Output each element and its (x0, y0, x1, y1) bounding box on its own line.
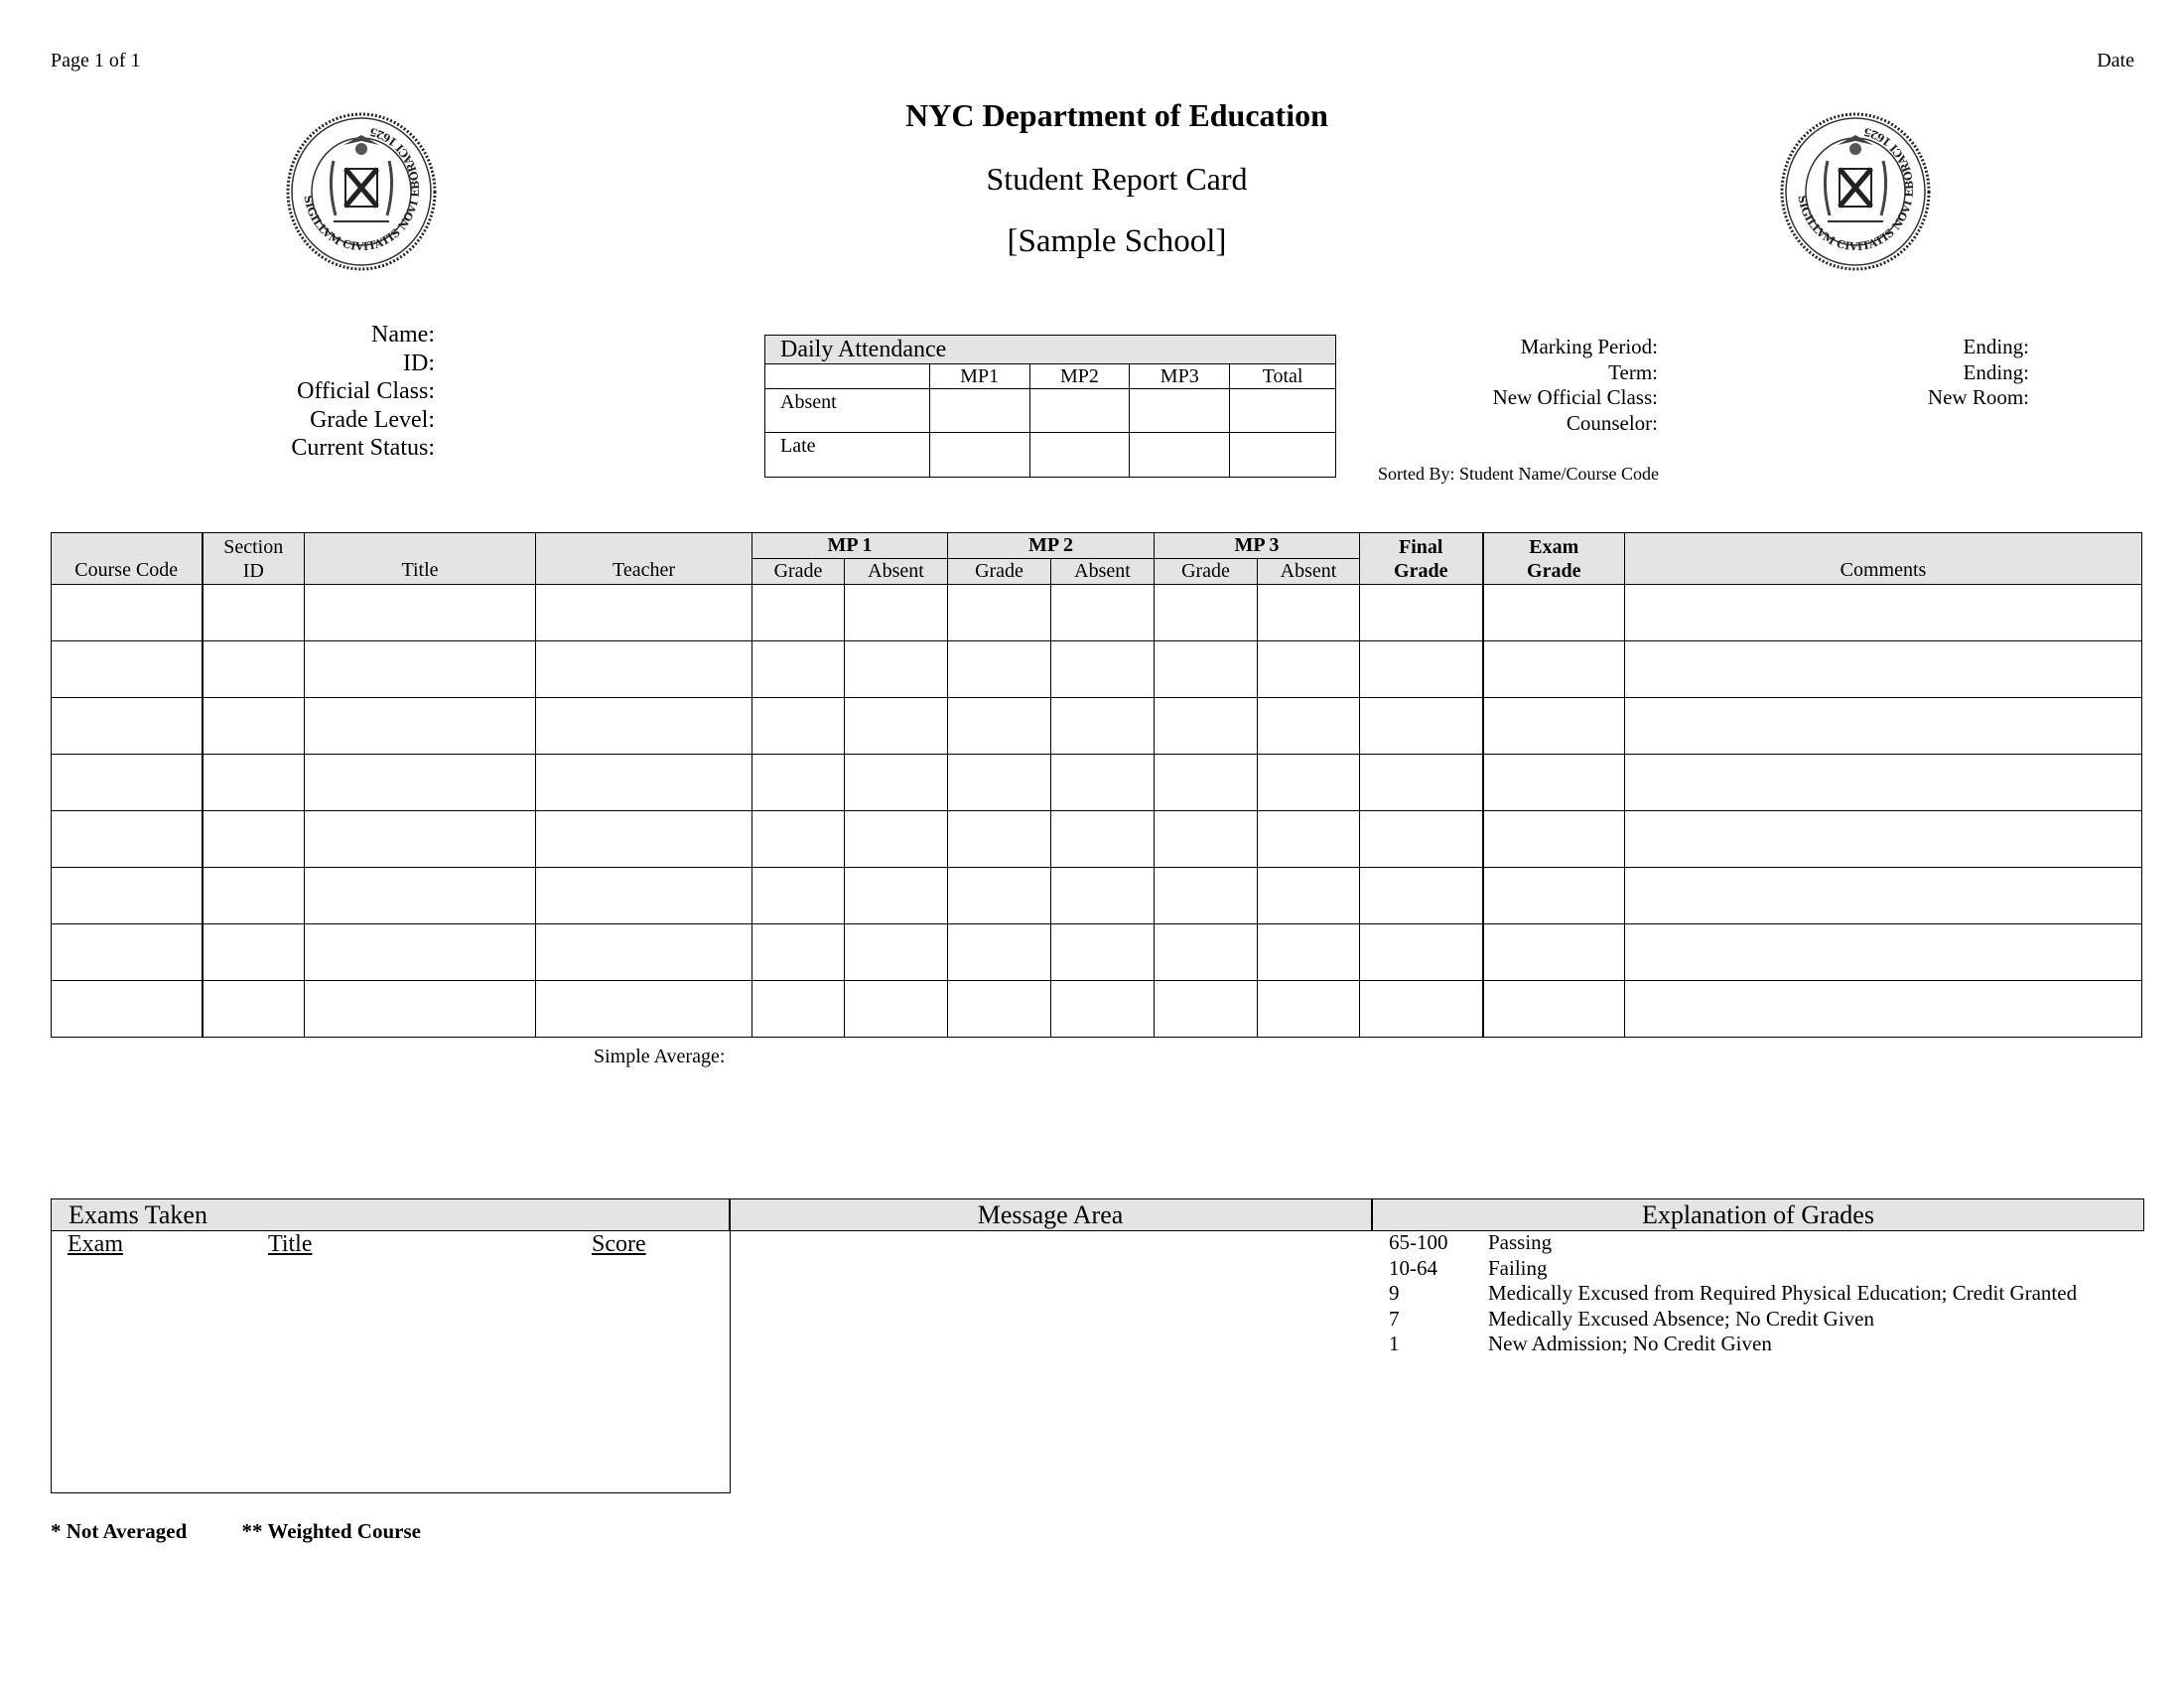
grade-cell (948, 585, 1051, 641)
grade-cell (1258, 924, 1360, 981)
ending-label: Ending: (1963, 335, 2029, 358)
grade-cell (1155, 868, 1258, 924)
grade-cell (536, 868, 752, 924)
grade-cell (52, 868, 203, 924)
explanation-code: 1 (1389, 1332, 1400, 1355)
grade-cell (845, 868, 948, 924)
explanation-meaning: Failing (1488, 1255, 1548, 1280)
attendance-title: Daily Attendance (765, 336, 1336, 364)
ending-label: Ending: (1963, 359, 2029, 384)
grade-cell (1360, 981, 1483, 1038)
grade-cell (1483, 868, 1625, 924)
grade-cell (1155, 981, 1258, 1038)
grade-cell (1625, 924, 2142, 981)
grade-cell (52, 924, 203, 981)
grade-cell (1258, 981, 1360, 1038)
grade-cell (1155, 924, 1258, 981)
exam-col-score: Score (592, 1231, 646, 1257)
id-label: ID: (403, 350, 435, 376)
grade-cell (752, 755, 845, 811)
report-subtitle: Student Report Card (986, 161, 1248, 197)
table-row (52, 641, 2142, 698)
grade-cell (752, 924, 845, 981)
grade-cell (1155, 585, 1258, 641)
grade-cell (752, 698, 845, 755)
attendance-cell (1230, 389, 1336, 433)
attendance-cell (1029, 389, 1130, 433)
grade-cell (1258, 755, 1360, 811)
grade-cell (1258, 811, 1360, 868)
grade-cell (536, 924, 752, 981)
grade-cell (948, 981, 1051, 1038)
grade-cell (536, 698, 752, 755)
col-mp1: MP 1 (752, 533, 948, 559)
explanation-row (1389, 1256, 2077, 1282)
table-row (52, 868, 2142, 924)
grade-cell (52, 698, 203, 755)
grade-cell (305, 698, 536, 755)
footnote-not-averaged: * Not Averaged (51, 1519, 188, 1543)
grade-cell (1360, 585, 1483, 641)
attendance-col-mp2: MP2 (1029, 364, 1130, 389)
grade-cell (1360, 755, 1483, 811)
table-row (52, 698, 2142, 755)
grade-cell (1483, 698, 1625, 755)
grade-cell (305, 981, 536, 1038)
grade-cell (536, 981, 752, 1038)
grade-cell (845, 641, 948, 698)
grade-cell (1051, 811, 1155, 868)
grade-cell (1483, 981, 1625, 1038)
col-exam-grade: Grade (1483, 559, 1625, 585)
col-final: Final (1360, 533, 1483, 559)
grade-cell (1051, 868, 1155, 924)
attendance-col-total: Total (1230, 364, 1336, 389)
grade-cell (1258, 641, 1360, 698)
grade-cell (305, 585, 536, 641)
grade-cell (1483, 755, 1625, 811)
col-title: Title (305, 533, 536, 585)
grade-cell (52, 981, 203, 1038)
exams-taken-box (51, 1229, 731, 1493)
grade-cell (845, 924, 948, 981)
explanation-row (1389, 1230, 2077, 1256)
grade-cell (845, 698, 948, 755)
grade-cell (1258, 868, 1360, 924)
table-row (52, 924, 2142, 981)
col-section: Section (203, 533, 305, 559)
page-title: NYC Department of Education (905, 97, 1328, 133)
grade-cell (845, 585, 948, 641)
explanation-meaning: New Admission; No Credit Given (1488, 1332, 1772, 1355)
grade-cell (1625, 698, 2142, 755)
new-official-class-label: New Official Class: (1492, 385, 1658, 409)
attendance-col-mp3: MP3 (1130, 364, 1230, 389)
marking-period-label: Marking Period: (1520, 335, 1658, 358)
name-label: Name: (371, 322, 435, 348)
grade-cell (305, 811, 536, 868)
grade-cell (948, 868, 1051, 924)
grade-cell (203, 755, 305, 811)
grade-cell (305, 924, 536, 981)
grade-cell (1625, 811, 2142, 868)
footnote-weighted-course: ** Weighted Course (241, 1519, 421, 1543)
grade-cell (1360, 641, 1483, 698)
grade-cell (1360, 924, 1483, 981)
footnotes (51, 1519, 471, 1544)
grade-cell (536, 755, 752, 811)
grade-cell (1483, 924, 1625, 981)
attendance-cell (929, 389, 1029, 433)
grade-cell (752, 868, 845, 924)
grade-cell (1625, 868, 2142, 924)
col-comments: Comments (1625, 533, 2142, 585)
grade-cell (203, 981, 305, 1038)
grade-cell (752, 641, 845, 698)
grade-level-label: Grade Level: (310, 406, 435, 433)
grade-cell (948, 698, 1051, 755)
grade-cell (1625, 981, 2142, 1038)
grade-cell (1051, 585, 1155, 641)
grade-cell (948, 924, 1051, 981)
counselor-label: Counselor: (1566, 410, 1658, 435)
table-row (52, 755, 2142, 811)
exam-col-title: Title (268, 1231, 313, 1257)
grade-cell (305, 755, 536, 811)
grade-explanations (1389, 1230, 2077, 1357)
current-status-label: Current Status: (291, 435, 435, 461)
grade-cell (203, 868, 305, 924)
grade-cell (1625, 755, 2142, 811)
grade-cell (203, 924, 305, 981)
grade-cell (948, 811, 1051, 868)
col-course-code: Course Code (52, 533, 203, 585)
explanation-code: 10-64 (1389, 1255, 1437, 1280)
explanation-meaning: Medically Excused Absence; No Credit Given (1488, 1306, 1874, 1331)
grade-cell (948, 755, 1051, 811)
grade-cell (1051, 924, 1155, 981)
school-name: [Sample School] (1007, 223, 1227, 259)
explanation-code: 7 (1389, 1306, 1400, 1331)
sorted-by: Sorted By: Student Name/Course Code (1378, 464, 1659, 484)
explanation-meaning: Medically Excused from Required Physical Education; Credit Granted (1488, 1281, 2078, 1305)
grade-cell (536, 811, 752, 868)
marking-period-info (1493, 335, 1658, 436)
grade-cell (1155, 698, 1258, 755)
svg-text:SIGILLVM CIVITATIS NOVI EBORAC: SIGILLVM CIVITATIS NOVI EBORACI 1625 (1795, 124, 1917, 254)
explanation-row (1389, 1281, 2077, 1307)
date-label: Date (2097, 50, 2134, 71)
svg-text:SIGILLVM CIVITATIS NOVI EBORAC: SIGILLVM CIVITATIS NOVI EBORACI 1625 (301, 124, 423, 254)
grade-cell (1155, 811, 1258, 868)
attendance-row-late: Late (765, 433, 930, 478)
grades-table (51, 532, 2142, 1038)
grade-cell (203, 811, 305, 868)
grade-cell (752, 811, 845, 868)
grade-cell (1051, 755, 1155, 811)
grade-cell (1360, 868, 1483, 924)
grade-cell (305, 641, 536, 698)
col-mp3: MP 3 (1155, 533, 1360, 559)
simple-average-label: Simple Average: (594, 1046, 726, 1067)
col-mp2-absent: Absent (1051, 559, 1155, 585)
message-area-title: Message Area (977, 1200, 1124, 1229)
grade-cell (845, 981, 948, 1038)
grade-cell (203, 698, 305, 755)
grade-cell (52, 641, 203, 698)
grades-body (52, 585, 2142, 1038)
table-row (52, 981, 2142, 1038)
attendance-col-mp1: MP1 (929, 364, 1029, 389)
explanation-code: 9 (1389, 1281, 1400, 1305)
grade-cell (948, 641, 1051, 698)
page-number: Page 1 of 1 (51, 50, 141, 71)
exam-col-exam: Exam (68, 1231, 123, 1257)
grade-cell (1258, 698, 1360, 755)
col-final-grade: Grade (1360, 559, 1483, 585)
grade-cell (845, 755, 948, 811)
grade-cell (1483, 811, 1625, 868)
col-mp2-grade: Grade (948, 559, 1051, 585)
grade-cell (203, 585, 305, 641)
bottom-section-header (51, 1198, 2144, 1231)
attendance-corner (765, 364, 930, 389)
grade-cell (1051, 641, 1155, 698)
col-section-id: ID (203, 559, 305, 585)
grade-cell (1051, 698, 1155, 755)
grade-cell (203, 641, 305, 698)
grade-cell (845, 811, 948, 868)
col-exam: Exam (1483, 533, 1625, 559)
term-label: Term: (1608, 359, 1658, 384)
grade-cell (52, 755, 203, 811)
grade-cell (1625, 641, 2142, 698)
explanation-row (1389, 1332, 2077, 1357)
col-mp3-absent: Absent (1258, 559, 1360, 585)
grade-cell (536, 585, 752, 641)
grade-cell (1258, 585, 1360, 641)
exams-taken-title: Exams Taken (68, 1200, 207, 1229)
attendance-cell (1029, 433, 1130, 478)
grade-cell (1625, 585, 2142, 641)
grade-cell (1155, 641, 1258, 698)
explanation-row (1389, 1307, 2077, 1333)
col-mp1-absent: Absent (845, 559, 948, 585)
attendance-cell (1230, 433, 1336, 478)
grade-cell (1360, 698, 1483, 755)
grade-cell (752, 981, 845, 1038)
grade-cell (1155, 755, 1258, 811)
official-class-label: Official Class: (297, 378, 435, 404)
explanation-code: 65-100 (1389, 1230, 1448, 1254)
attendance-cell (1130, 389, 1230, 433)
grade-cell (52, 811, 203, 868)
col-mp2: MP 2 (948, 533, 1155, 559)
student-info (291, 321, 435, 463)
grade-cell (305, 868, 536, 924)
col-teacher: Teacher (536, 533, 752, 585)
grade-cell (1360, 811, 1483, 868)
attendance-table (764, 335, 1336, 478)
col-mp1-grade: Grade (752, 559, 845, 585)
grade-cell (1483, 641, 1625, 698)
grade-cell (1051, 981, 1155, 1038)
explanation-title: Explanation of Grades (1642, 1200, 1874, 1229)
grade-cell (1483, 585, 1625, 641)
explanation-meaning: Passing (1488, 1230, 1553, 1254)
table-row (52, 811, 2142, 868)
grade-cell (536, 641, 752, 698)
attendance-cell (929, 433, 1029, 478)
attendance-cell (1130, 433, 1230, 478)
attendance-row-absent: Absent (765, 389, 930, 433)
table-row (52, 585, 2142, 641)
grade-cell (52, 585, 203, 641)
grade-cell (752, 585, 845, 641)
new-room-label: New Room: (1927, 385, 2029, 409)
ending-info (1928, 335, 2029, 411)
col-mp3-grade: Grade (1155, 559, 1258, 585)
